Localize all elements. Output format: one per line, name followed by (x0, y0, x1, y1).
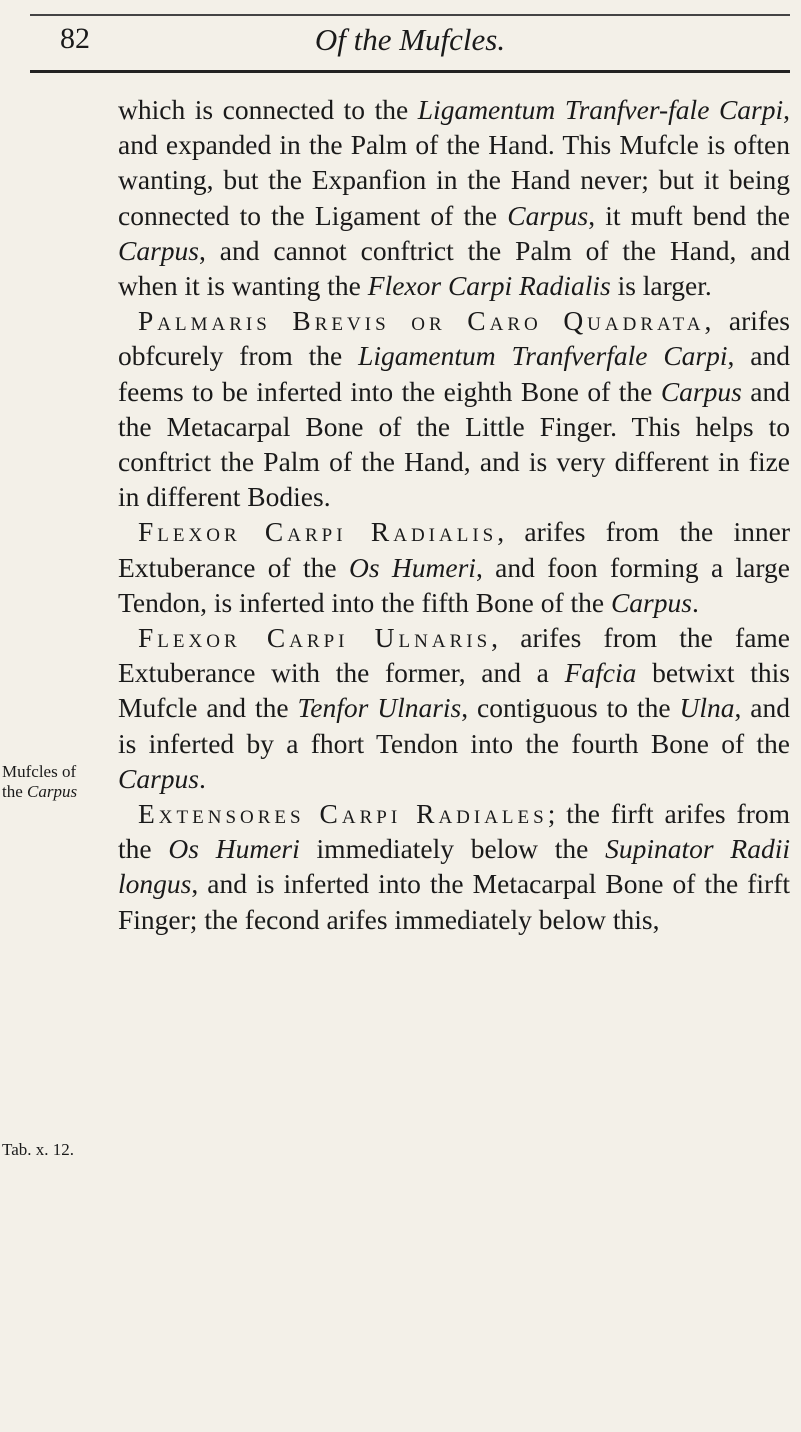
page-number: 82 (60, 22, 90, 55)
running-title: Of the Mufcles. (314, 22, 506, 57)
top-rule (30, 14, 790, 16)
paragraph-5: Extensores Carpi Radiales; the firft arifes from the Os Humeri immediately below the Supinator Radii longus, and is inferted into the Metacarpal Bone of the firft Finger; the fecond arifes immediately below this, (118, 798, 790, 935)
header-rule (30, 70, 790, 73)
paragraph-3: Flexor Carpi Radialis, arifes from the inner Extuberance of the Os Humeri, and foon forming a large Tendon, is inferted into the fifth Bone of the Carpus. (118, 516, 790, 618)
body-text (118, 92, 790, 937)
paragraph-1: which is connected to the Ligamentum Tranfver-fale Carpi, and expanded in the Palm of the Hand. This Mufcle is often wanting, but the Expanfion in the Hand never; but it being connected to the Ligament of the Carpus, it muft bend the Carpus, and cannot conftrict the Palm of the Hand, and when it is wanting the Flexor Carpi Radialis is larger. (118, 94, 791, 302)
paragraph-2: Palmaris Brevis or Caro Quadrata, arifes obfcurely from the Ligamentum Tranfverfale Carpi, and feems to be inferted into the eighth Bone of the Carpus and the Metacarpal Bone of the Little Finger. This helps to conftrict the Palm of the Hand, and is very different in fize in different Bodies. (118, 305, 791, 513)
margin-note-line: the Carpus (2, 782, 78, 801)
margin-note-table-ref: Tab. x. 12. (2, 1140, 74, 1159)
margin-note-muscles-of-carpus (2, 762, 112, 802)
paragraph-4: Flexor Carpi Ulnaris, arifes from the fame Extuberance with the former, and a Fafcia betwixt this Mufcle and the Tenfor Ulnaris, contiguous to the Ulna, and is inferted by a fhort Tendon into the fourth Bone of the Carpus. (118, 622, 790, 794)
page-header (30, 14, 790, 74)
margin-note-line: Mufcles of (2, 762, 77, 781)
